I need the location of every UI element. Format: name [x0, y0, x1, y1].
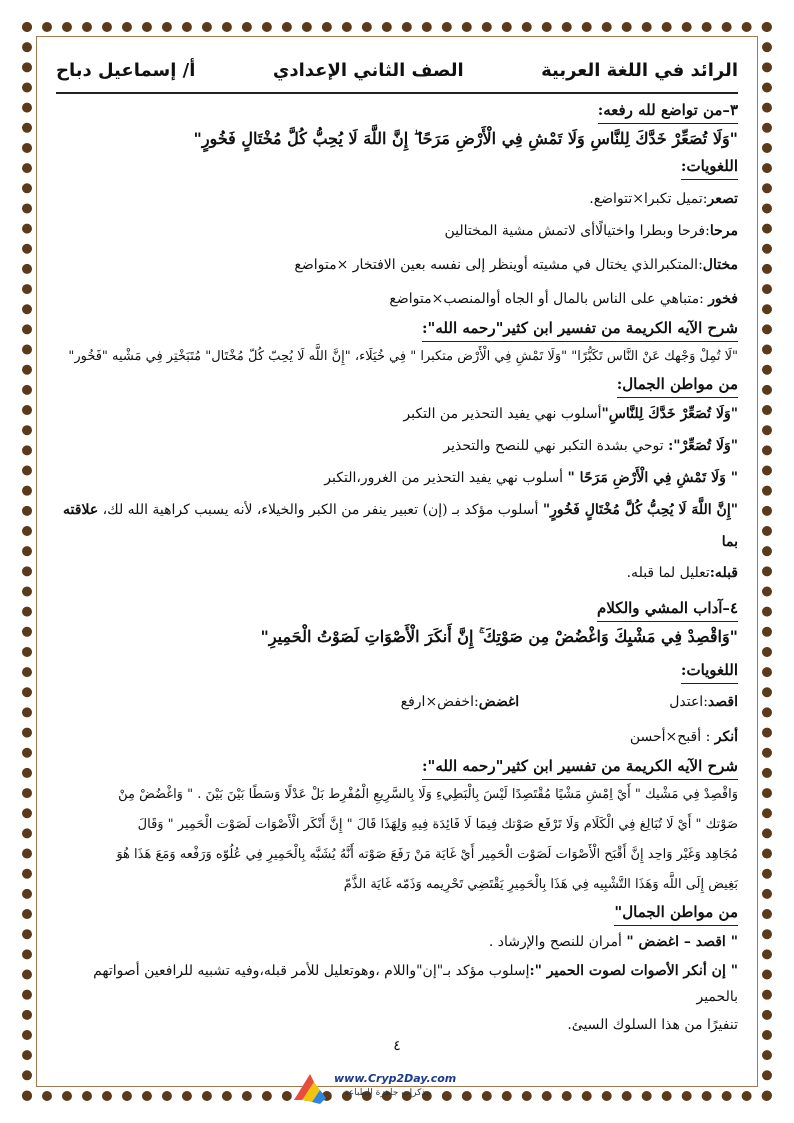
- vocab-heading: اللغويات:: [681, 154, 738, 180]
- page-header: [56, 48, 738, 94]
- site-tagline: مذكرات جاهزة للطباعة: [344, 1088, 431, 1098]
- beauty-item: [56, 558, 738, 588]
- vocab-word: مرحا: [709, 223, 738, 239]
- vocab-word: أنكر: [714, 729, 738, 745]
- tafsir-line: بَغِيض إِلَى اللَّه وَهَذَا التَّشْبِيه فِي هَذَا بِالْحَمِيرِ يَقْتَضِي تَحْرِيمه وَذَمّه غَايَة الذَّمّ: [343, 877, 738, 892]
- teacher-name: أ/ إسماعيل دباح: [56, 59, 196, 81]
- vocab-meaning: :المتكبرالذي يختال في مشيته أوينظر إلى نفسه بعين الافتخار ×متواضع: [294, 257, 703, 273]
- beauty-text: توحي بشدة التكبر نهي للنصح والتحذير: [443, 438, 669, 454]
- tafsir-heading: شرح الآيه الكريمة من تفسير ابن كثير"رحمه الله":: [422, 754, 738, 780]
- vocab-line: [56, 248, 738, 282]
- section-title: ٣–من تواضع لله رفعه:: [598, 98, 738, 124]
- beauty-relation: علاقته بما: [63, 502, 738, 550]
- beauty-quote: "وَلَا تُصَعِّرْ خَدَّكَ لِلنَّاسِ": [601, 406, 738, 422]
- beauty-text: أسلوب نهي يفيد التحذير من الغرور،التكبر: [324, 470, 568, 486]
- beauty-quote: " إن أنكر الأصوات لصوت الحمير ":: [529, 963, 738, 979]
- grade-label: الصف الثاني الإعدادي: [272, 59, 464, 81]
- vocab-line: [56, 720, 738, 754]
- page-number: ٤: [393, 1038, 401, 1054]
- beauty-quote: " وَلَا تَمْشِ فِي الْأَرْضِ مَرَحًا ": [567, 470, 738, 486]
- beauty-item: [56, 958, 738, 1010]
- beauty-quote: " اقصد – اغضض ": [626, 934, 738, 950]
- beauty-item: [56, 494, 738, 558]
- beauty-item: [56, 462, 738, 494]
- vocab-heading: اللغويات:: [681, 658, 738, 684]
- vocab-row: [56, 684, 738, 720]
- tafsir-line: مُجَاهِد وَغَيْر وَاحِد إِنَّ أَقْبَح الْأَصْوَات لَصَوْت الْحَمِير أَيْ غَايَة مَنْ رَفَعَ صَوْته أَنَّهُ يُشَبَّه بِالْحَمِيرِ فِي عُلُوّه وَرَفْعه وَمَعَ هَذَا هُوَ: [116, 847, 738, 862]
- section-4: [56, 592, 738, 1044]
- vocab-word: تصعر: [707, 191, 738, 207]
- footer-logo[interactable]: [290, 1068, 490, 1108]
- beauty-quote: قبله:: [709, 565, 738, 581]
- vocab-meaning: : أقبح×أحسن: [629, 729, 715, 745]
- vocab-word: مختال: [702, 257, 738, 273]
- beauty-text: تعليل لما قبله.: [626, 565, 710, 581]
- vocab-line: [401, 684, 520, 720]
- vocab-line: [56, 214, 738, 248]
- beauty-heading: من مواطن الجمال:: [617, 372, 738, 398]
- vocab-meaning: :فرحا وبطرا واختيالًاأى لاتمش مشية المختالين: [444, 223, 710, 239]
- site-url[interactable]: www.Cryp2Day.com: [334, 1072, 457, 1085]
- beauty-item: [56, 926, 738, 958]
- tafsir-heading: شرح الآيه الكريمة من تفسير ابن كثير"رحمه الله":: [422, 316, 738, 342]
- closing-line: تنفيرًا من هذا السلوك السيئ.: [567, 1017, 738, 1033]
- tafsir-line: صَوْتك " أَيْ لَا تُبَالِغ فِي الْكَلَام وَلَا تَرْفَع صَوْتك فِيمَا لَا فَائِدَة فِيهِ وَلِهَذَا قَالَ " إِنَّ أَنْكَر الْأَصْوَات لَصَوْت الْحَمِير " وَقَالَ: [137, 817, 738, 832]
- beauty-heading: من مواطن الجمال": [614, 900, 738, 926]
- logo-mark-icon: [290, 1070, 330, 1106]
- beauty-item: [56, 430, 738, 462]
- vocab-word: فخور: [708, 291, 738, 307]
- vocab-meaning: :متباهي على الناس بالمال أو الجاه أوالمنصب×متواضع: [389, 291, 709, 307]
- beauty-quote: "وَلَا تُصَعِّرْ":: [668, 438, 738, 454]
- tafsir-text: "لَا تُمِلْ وَجْهك عَنْ النَّاس تَكَبُّرًا" "وَلَا تَمْشِ فِي الْأَرْض متكبرا " فِي خُيَلَاء، "إِنَّ اللَّه لَا يُحِبّ كُلّ مُخْتَال" مُتَبَخْتِر فِي مَشْيه "فَخُور": [68, 349, 738, 364]
- beauty-text: إسلوب مؤكد بـ"إن"واللام ،وهوتعليل للأمر قبله،وفيه تشبيه للرافعين أصواتهم بالحمير: [93, 963, 738, 1005]
- tafsir-line: وَاقْصِدْ فِي مَشْيك " أَيْ اِمْشِ مَشْيًا مُقْتَصِدًا لَيْسَ بِالْبَطِيءِ وَلَا بِالسَّرِيعِ الْمُفْرِط بَلْ عَدْلًا وَسَطًا بَيْنَ بَيْنَ . " وَاغْضُضْ مِنْ: [118, 787, 738, 802]
- vocab-meaning: :اخفض×ارفع: [400, 694, 479, 710]
- ayah-text: "وَاقْصِدْ فِي مَشْيِكَ وَاغْضُضْ مِن صَوْتِكَ ۚ إِنَّ أَنكَرَ الْأَصْوَاتِ لَصَوْتُ الْحَمِيرِ": [260, 627, 738, 646]
- vocab-meaning: :اعتدل: [669, 694, 708, 710]
- ayah-text: "وَلَا تُصَعِّرْ خَدَّكَ لِلنَّاسِ وَلَا تَمْشِ فِي الْأَرْضِ مَرَحًا ۖ إِنَّ اللَّهَ لَا يُحِبُّ كُلَّ مُخْتَالٍ فَخُورٍ": [193, 129, 738, 148]
- beauty-text: أمران للنصح والإرشاد .: [488, 934, 627, 950]
- vocab-word: اغضض: [478, 694, 520, 710]
- document-page: [56, 48, 738, 1088]
- vocab-line: [56, 282, 738, 316]
- beauty-item: [56, 398, 738, 430]
- beauty-quote: "إِنَّ اللَّهَ لَا يُحِبُّ كُلَّ مُخْتَالٍ فَخُورٍ": [542, 502, 738, 518]
- beauty-text: أسلوب نهي يفيد التحذير من التكبر: [403, 406, 602, 422]
- vocab-line: [669, 684, 738, 720]
- section-3: [56, 94, 738, 592]
- vocab-meaning: :تميل تكبرا×تتواضع.: [589, 191, 708, 207]
- beauty-text: أسلوب مؤكد بـ (إن) تعبير ينفر من الكبر والخيلاء، لأنه يسبب كراهية الله لك،: [102, 502, 543, 518]
- section-title: ٤–آداب المشي والكلام: [597, 596, 738, 622]
- vocab-word: اقصد: [707, 694, 738, 710]
- vocab-line: [56, 184, 738, 214]
- book-title: الرائد في اللغة العربية: [541, 59, 738, 81]
